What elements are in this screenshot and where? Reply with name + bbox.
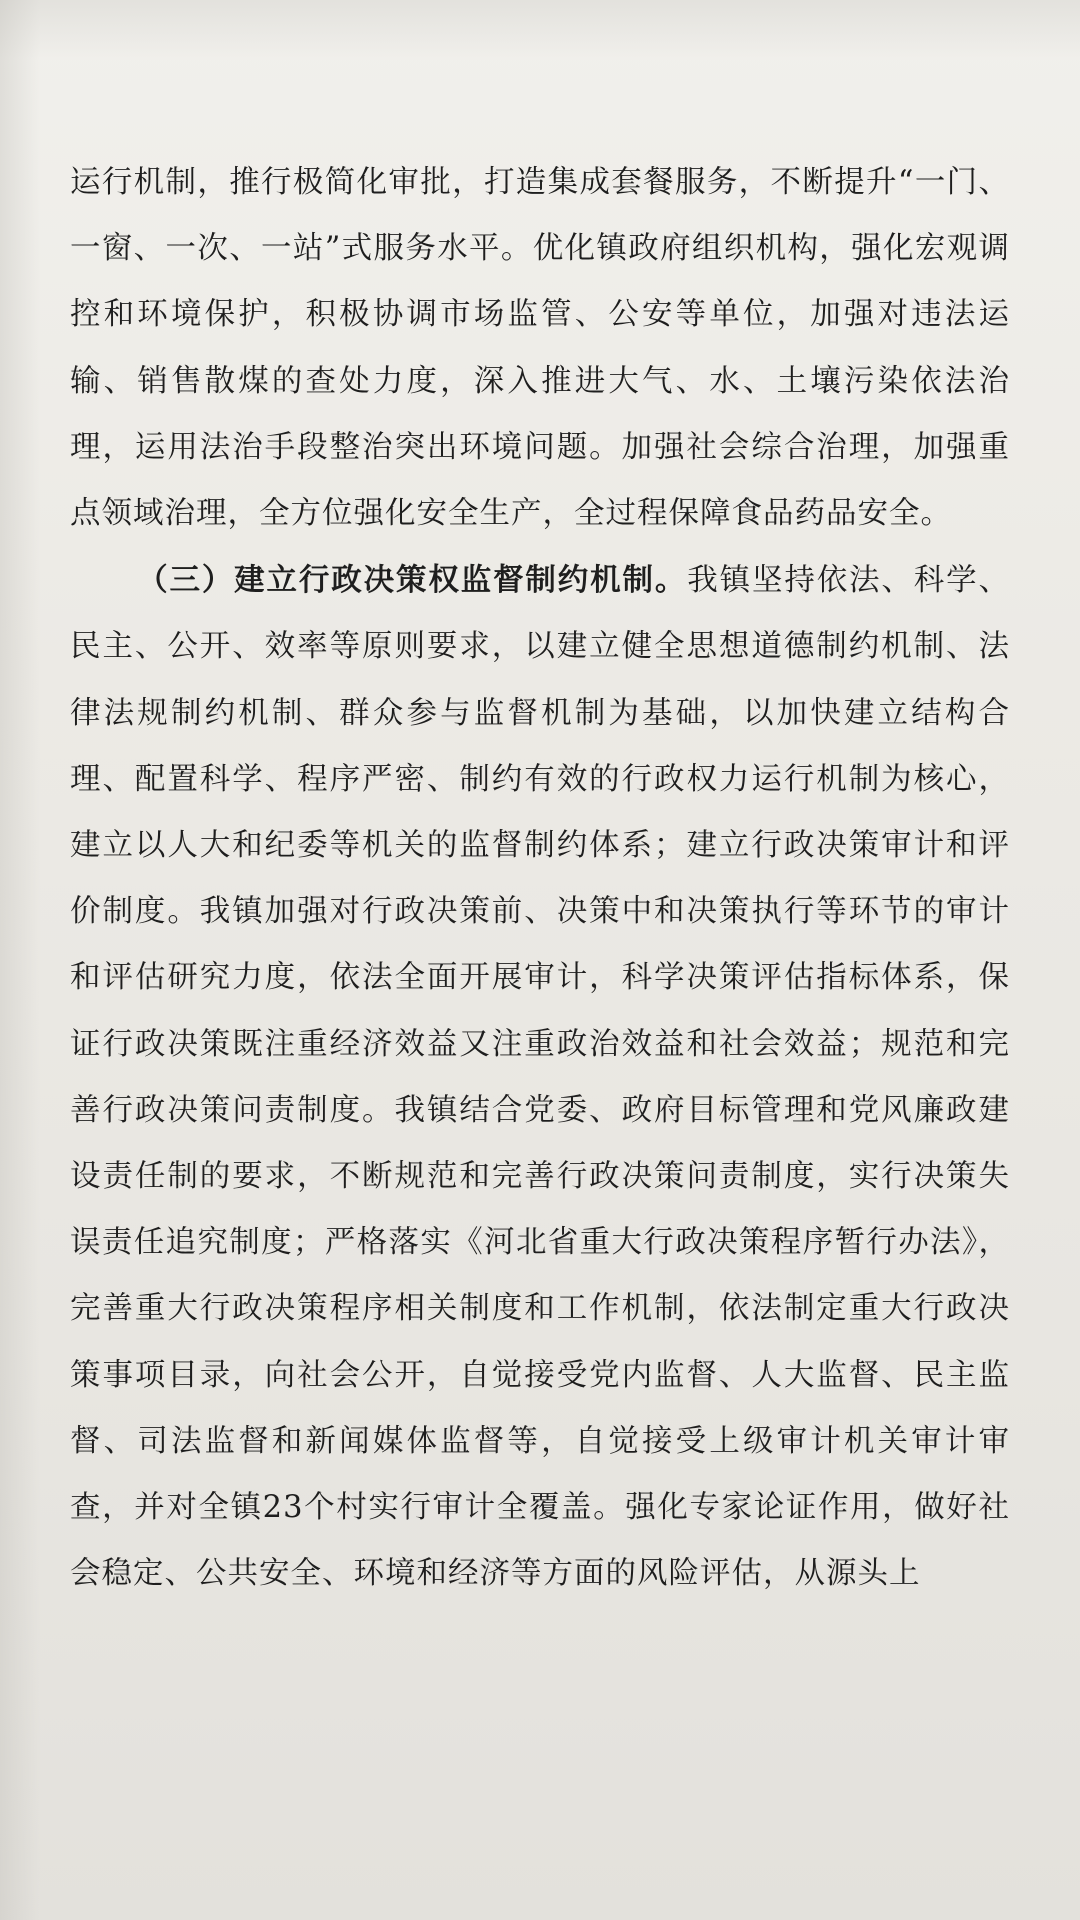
page-shadow-left	[0, 0, 40, 1920]
paragraph-1	[70, 150, 1010, 547]
section-heading: （三）建立行政决策权监督制约机制。	[137, 562, 688, 599]
paragraph-2-text: 我镇坚持依法、科学、民主、公开、效率等原则要求，以建立健全思想道德制约机制、法律法规制约机制、群众参与监督机制为基础，以加快建立结构合理、配置科学、程序严密、制约有效的行政权力运行机制为核心，建立以人大和纪委等机关的监督制约体系；建立行政决策审计和评价制度。我镇加强对行政决策前、决策中和决策执行等环节的审计和评估研究力度，依法全面开展审计，科学决策评估指标体系，保证行政决策既注重经济效益又注重政治效益和社会效益；规范和完善行政决策问责制度。我镇结合党委、政府目标管理和党风廉政建设责任制的要求，不断规范和完善行政决策问责制度，实行决策失误责任追究制度；严格落实《河北省重大行政决策程序暂行办法》，完善重大行政决策程序相关制度和工作机制，依法制定重大行政决策事项目录，向社会公开，自觉接受党内监督、人大监督、民主监督、司法监督和新闻媒体监督等，自觉接受上级审计机关审计审查，并对全镇23个村实行审计全覆盖。强化专家论证作用，做好社会稳定、公共安全、环境和经济等方面的风险评估，从源头上	[70, 563, 1011, 1592]
page-shadow-top	[0, 0, 1080, 60]
paragraph-2	[70, 547, 1010, 1607]
document-body	[70, 150, 1010, 1607]
paragraph-1-text: 运行机制，推行极简化审批，打造集成套餐服务，不断提升“一门、一窗、一次、一站”式服务水平。优化镇政府组织机构，强化宏观调控和环境保护，积极协调市场监管、公安等单位，加强对违法运输、销售散煤的查处力度，深入推进大气、水、土壤污染依法治理，运用法治手段整治突出环境问题。加强社会综合治理，加强重点领域治理，全方位强化安全生产，全过程保障食品药品安全。	[70, 165, 1010, 532]
